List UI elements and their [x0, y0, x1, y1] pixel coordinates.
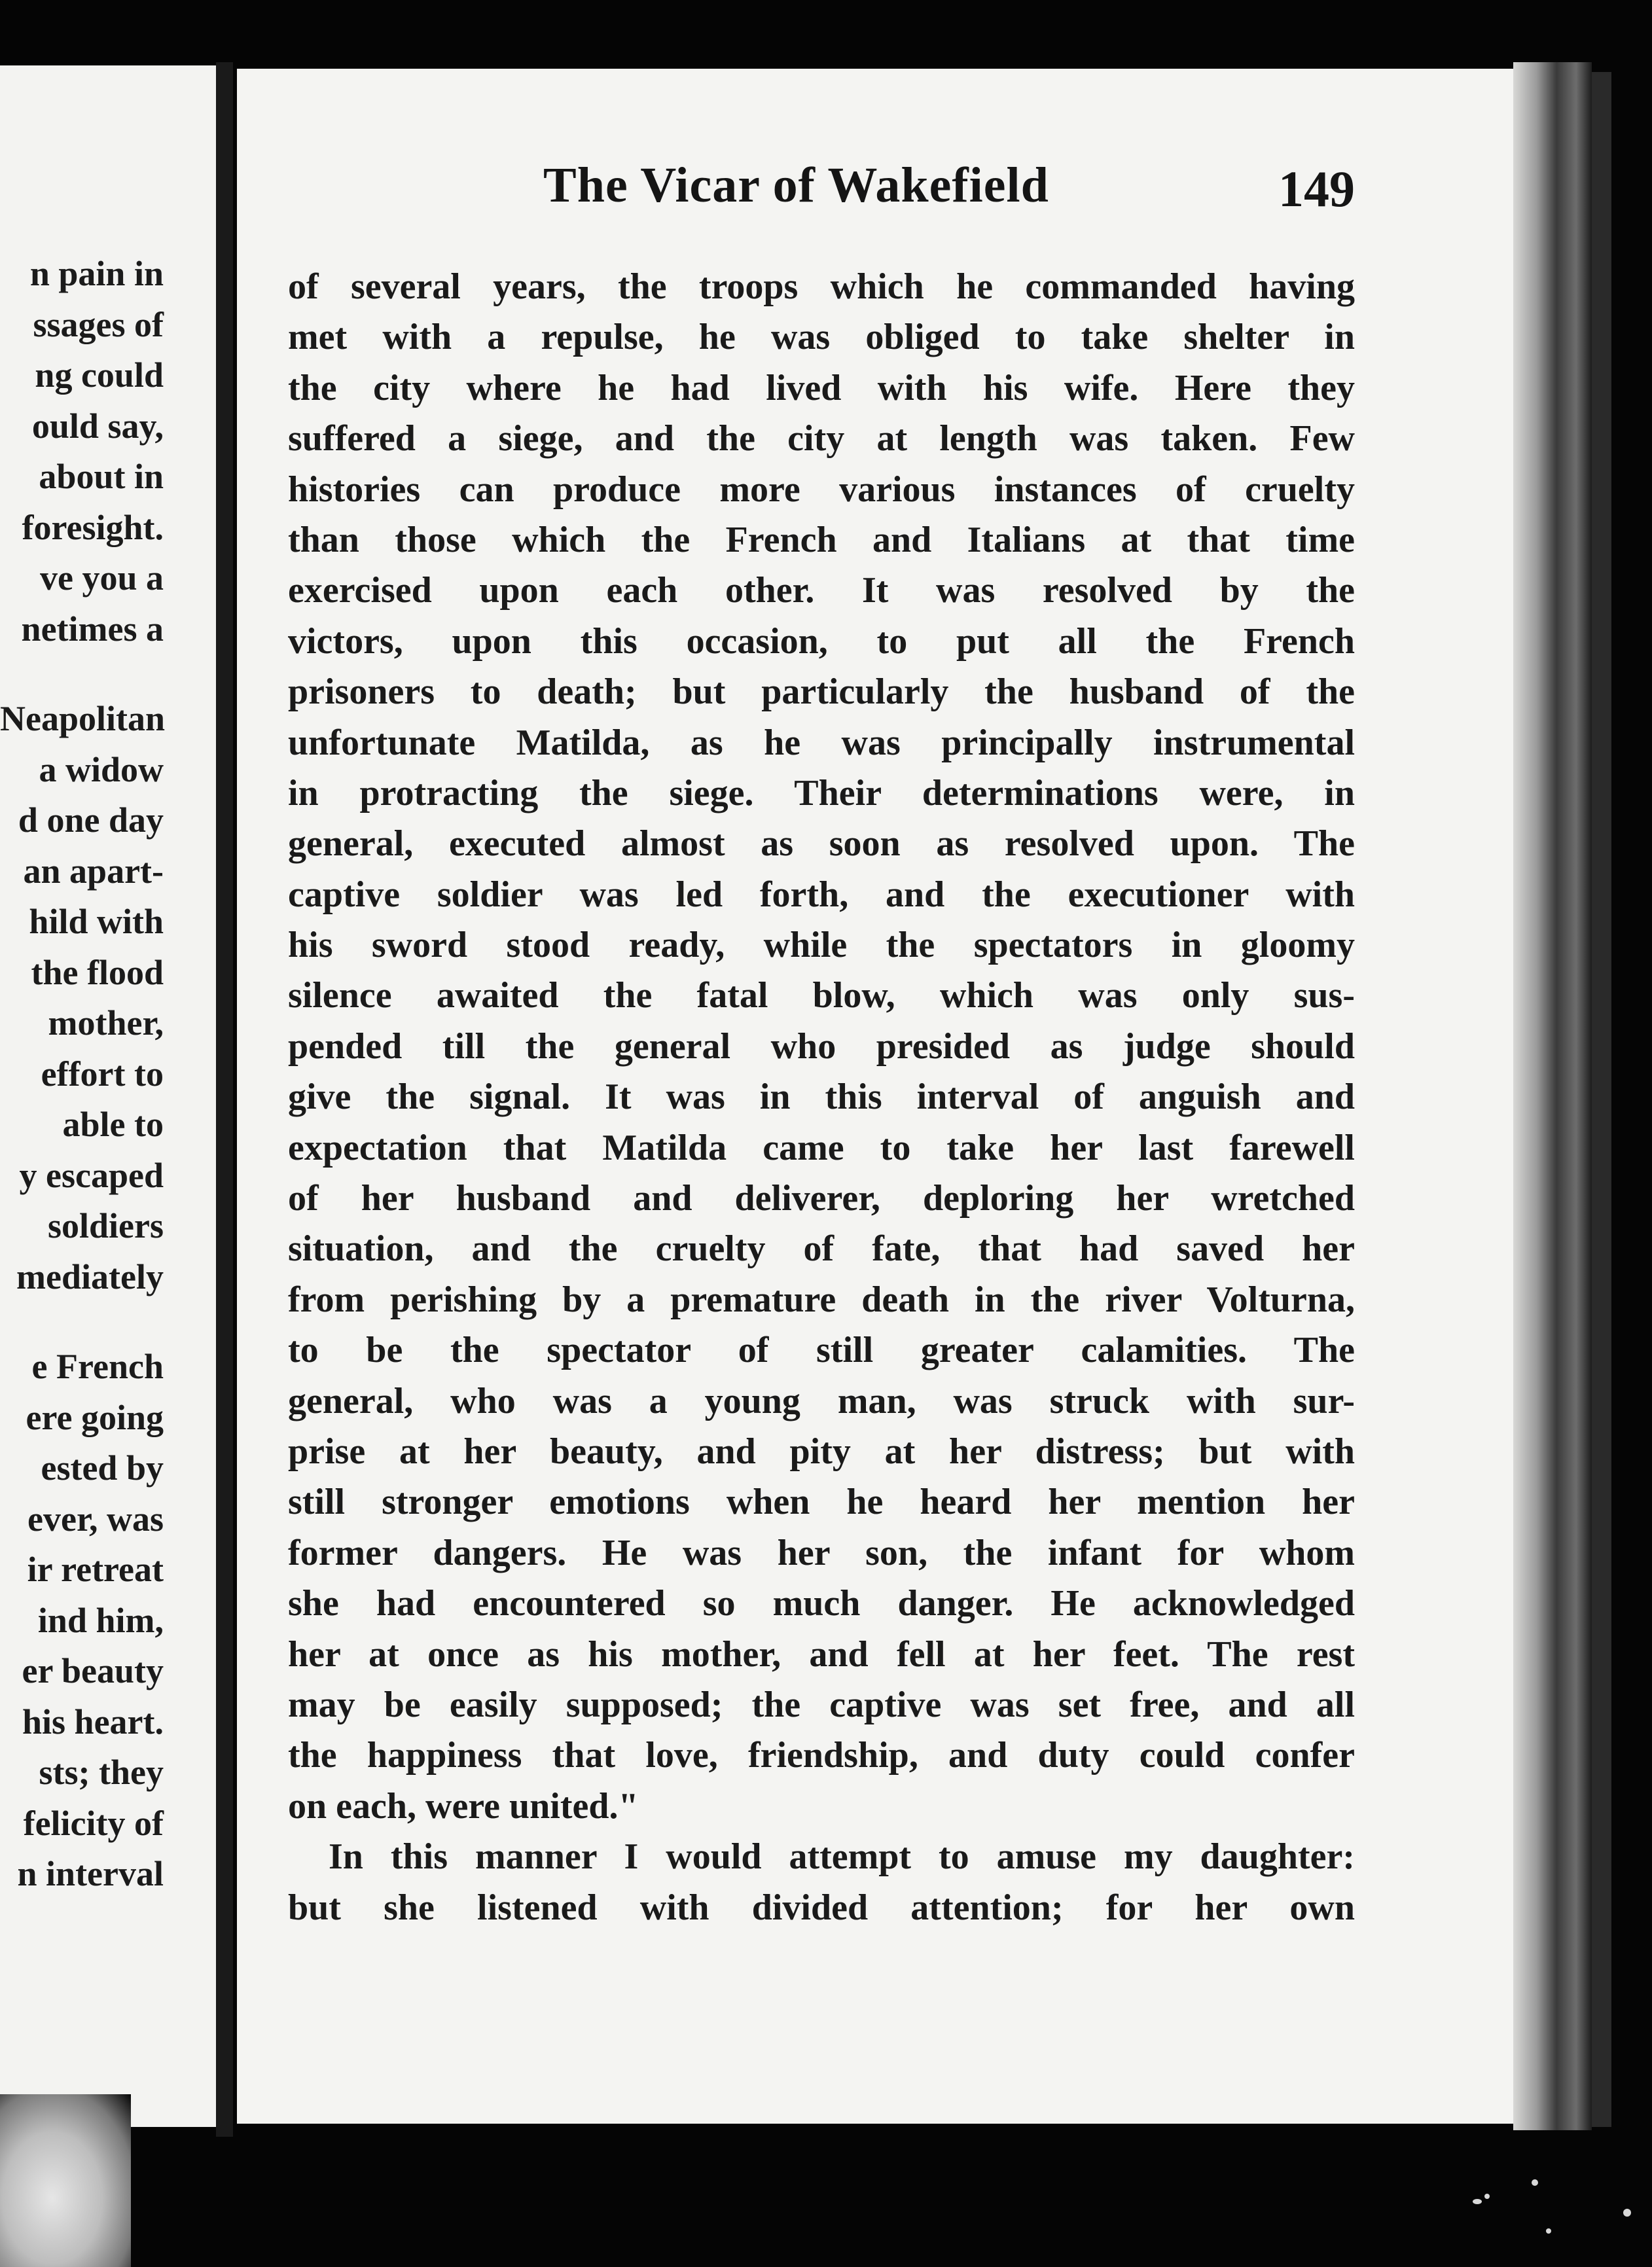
body-text-line: pended till the general who presided as judge should	[288, 1026, 1355, 1067]
left-page-line: hild with	[29, 902, 164, 941]
body-text-line: met with a repulse, he was obliged to take shelter in	[288, 317, 1355, 358]
body-text-line: histories can produce more various instances of cruelty	[288, 469, 1355, 510]
body-text-line: she had encountered so much danger. He acknowledged	[288, 1583, 1355, 1624]
body-text-line: of her husband and deliverer, deploring her wretched	[288, 1178, 1355, 1219]
body-text-line: unfortunate Matilda, as he was principally instrumental	[288, 722, 1355, 763]
paper-damage	[0, 2094, 131, 2267]
body-text-line: of several years, the troops which he commanded having	[288, 266, 1355, 307]
left-page-line: Neapolitan	[0, 699, 166, 738]
left-page-line: n pain in	[29, 254, 164, 293]
running-title: The Vicar of Wakefield	[543, 158, 1049, 213]
left-page-line: ir retreat	[27, 1550, 164, 1589]
body-text-line: on each, were united."	[288, 1785, 639, 1827]
left-page-line: ind him,	[37, 1600, 164, 1640]
left-page-line: sts; they	[39, 1753, 164, 1792]
left-page-paragraph-gap	[0, 1302, 164, 1342]
body-text-line: In this manner I would attempt to amuse my daughter:	[329, 1836, 1355, 1878]
left-page-line: er beauty	[22, 1651, 164, 1690]
body-text-line: general, executed almost as soon as resolved upon. The	[288, 823, 1355, 865]
left-page-line: ested by	[41, 1448, 164, 1488]
left-page-line: mediately	[16, 1257, 164, 1296]
body-text-line: silence awaited the fatal blow, which was only sus-	[288, 975, 1355, 1016]
left-page-line: ere going	[26, 1397, 164, 1437]
body-text-line: than those which the French and Italians at that time	[288, 519, 1355, 560]
body-text-line: former dangers. He was her son, the infant for whom	[288, 1532, 1355, 1573]
left-page-line: an apart-	[23, 851, 164, 891]
book-gutter	[216, 62, 233, 2137]
body-text-line: expectation that Matilda came to take her last farewell	[288, 1127, 1355, 1168]
left-page-line: about in	[39, 457, 164, 496]
left-page-line: ve you a	[40, 558, 164, 598]
left-page-paragraph-gap	[0, 654, 164, 694]
left-page-line: e French	[31, 1347, 164, 1386]
body-text-line: situation, and the cruelty of fate, that had saved her	[288, 1228, 1355, 1270]
body-text-line: general, who was a young man, was struck with sur-	[288, 1380, 1355, 1421]
body-text-line: give the signal. It was in this interval of anguish and	[288, 1077, 1355, 1118]
body-text-line: prisoners to death; but particularly the husband of the	[288, 671, 1355, 713]
book-cover-edge	[1592, 72, 1611, 2127]
page-header	[543, 157, 1355, 229]
body-text-line: to be the spectator of still greater calamities. The	[288, 1330, 1355, 1371]
left-page-line: felicity of	[23, 1803, 164, 1843]
body-text-line: exercised upon each other. It was resolved by the	[288, 570, 1355, 611]
left-page-line: soldiers	[47, 1206, 164, 1245]
left-page-line: ould say,	[31, 406, 164, 446]
left-page-line: netimes a	[21, 609, 164, 649]
left-page-line: ng could	[35, 355, 164, 395]
left-page-line: the flood	[31, 952, 164, 992]
left-page-line: ssages of	[33, 304, 164, 344]
page-edges	[1513, 62, 1592, 2130]
body-text-line: the happiness that love, friendship, and duty could confer	[288, 1735, 1355, 1776]
body-text-line: still stronger emotions when he heard her mention her	[288, 1482, 1355, 1523]
body-text-line: suffered a siege, and the city at length was taken. Few	[288, 418, 1355, 459]
body-text	[288, 262, 1355, 1933]
body-text-line: his sword stood ready, while the spectators in gloomy	[288, 925, 1355, 966]
left-page-line: d one day	[18, 800, 164, 840]
body-text-line: from perishing by a premature death in the river Volturna,	[288, 1279, 1355, 1320]
left-page-text	[0, 249, 164, 1900]
body-text-line: her at once as his mother, and fell at her feet. The rest	[288, 1633, 1355, 1675]
body-text-line: victors, upon this occasion, to put all the French	[288, 620, 1355, 662]
left-page-line: ever, was	[27, 1499, 164, 1539]
left-page-line: able to	[62, 1105, 164, 1144]
body-text-line: may be easily supposed; the captive was set free, and all	[288, 1684, 1355, 1725]
left-page-line: a widow	[39, 749, 164, 789]
body-text-line: in protracting the siege. Their determinations were, in	[288, 772, 1355, 813]
left-page-line: his heart.	[22, 1702, 164, 1741]
body-text-line: captive soldier was led forth, and the executioner with	[288, 874, 1355, 915]
left-page-line: foresight.	[22, 507, 164, 547]
left-page-line: y escaped	[19, 1155, 164, 1195]
body-text-line: but she listened with divided attention; for her own	[288, 1887, 1355, 1928]
left-page-line: effort to	[41, 1054, 164, 1094]
left-page-line: n interval	[17, 1854, 164, 1893]
body-text-line: the city where he had lived with his wife. Here they	[288, 367, 1355, 408]
left-page-line: mother,	[48, 1003, 164, 1043]
page-number: 149	[1278, 160, 1355, 217]
body-text-line: prise at her beauty, and pity at her distress; but with	[288, 1431, 1355, 1472]
